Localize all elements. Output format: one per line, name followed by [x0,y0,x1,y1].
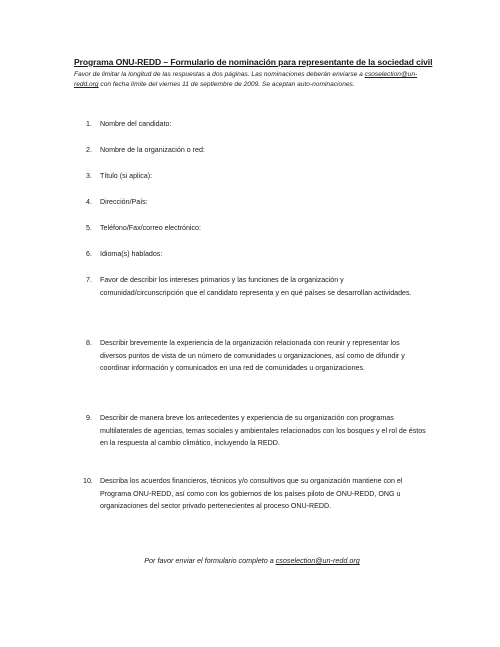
question-text: Teléfono/Fax/correo electrónico: [100,224,201,232]
footer-text: Por favor enviar el formulario completo a [144,556,276,566]
question-text: Describa los acuerdos financieros, técnicos y/o consultivos que su organización mantiene con el Programa ONU-REDD, así como con los gobiernos de los países piloto de ONU-REDD, ONG u organizaciones del sector privado pertenecientes al proceso ONU-REDD. [100,477,403,511]
question-item [86,412,428,450]
question-number: 1. [86,120,92,128]
question-number: 2. [86,146,92,154]
question-text: Favor de describir los intereses primarios y las funciones de la organización y comunidad/circunscripción que el candidato representa y en qué países se desarrollan actividades. [100,276,412,297]
footer-note [74,556,430,565]
question-item [86,274,428,299]
question-number: 9. [86,414,92,422]
question-number: 4. [86,198,92,206]
question-item [83,475,428,513]
question-item [86,337,428,375]
question-number: 5. [86,224,92,232]
instructions-text-start: Favor de limitar la longitud de las respuestas a dos páginas. Las nominaciones deberán enviarse a [74,71,365,78]
question-item [86,170,428,183]
question-text: Título (si aplica): [100,172,153,180]
question-text: Dirección/País: [100,198,148,206]
question-item [86,248,428,261]
question-text: Nombre de la organización o red: [100,146,205,154]
question-text: Nombre del candidato: [100,120,172,128]
question-number: 6. [86,250,92,258]
question-item [86,196,428,209]
question-number: 3. [86,172,92,180]
footer-email-link[interactable]: csoselection@un-redd.org [275,556,360,566]
question-item [86,118,428,131]
question-text: Idioma(s) hablados: [100,250,163,258]
question-number: 7. [86,276,92,284]
question-item [86,144,428,157]
document-page [74,56,433,566]
question-text: Describir brevemente la experiencia de la organización relacionada con reunir y representar los diversos puntos de vista de un número de comunidades u organizaciones, así como de difundir y coordinar información y comunicados en una red de comunidades u organizaciones. [100,339,405,373]
question-text: Describir de manera breve los antecedentes y experiencia de su organización con programas multilaterales de agencias, temas sociales y ambientales relacionados con los bosques y el rol de éstos en la respuesta al cambio climático, incluyendo la REDD. [100,414,426,448]
question-number: 10. [83,477,93,485]
instructions-text-end: con fecha límite del viernes 11 de septiembre de 2009. Se aceptan auto-nominaciones. [98,81,355,88]
question-item [86,222,428,235]
document-title: Programa ONU-REDD – Formulario de nominación para representante de la sociedad civil [74,57,433,67]
question-number: 8. [86,339,92,347]
instructions-paragraph [74,70,430,90]
instructions-email-link[interactable]: csoselection@un-redd.org [74,71,418,88]
